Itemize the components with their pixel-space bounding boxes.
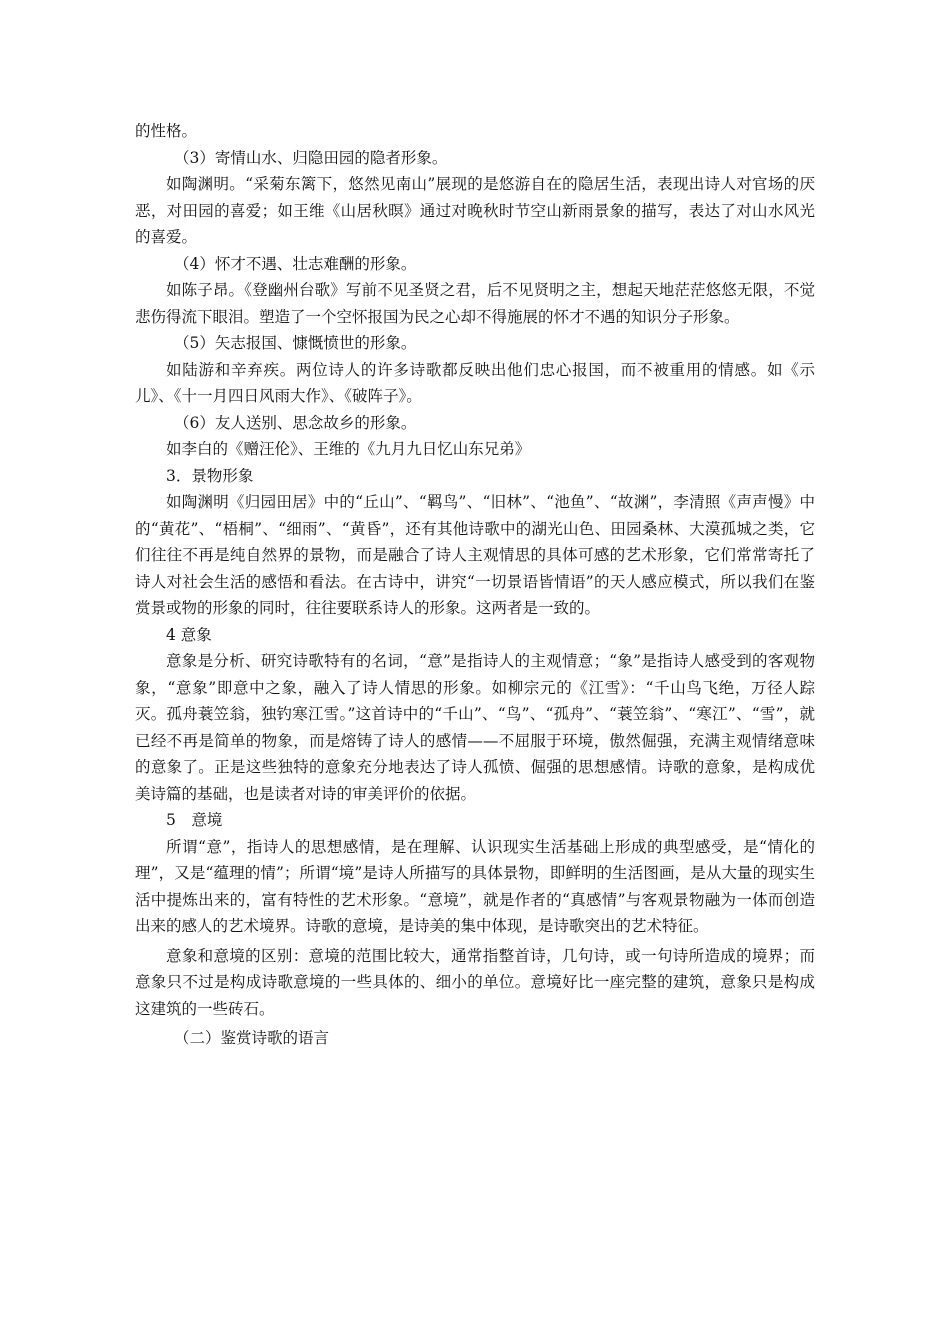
paragraph: 如陶渊明《归园田居》中的“丘山”、“羁鸟”、“旧林”、“池鱼”、“故渊”，李清照《声声慢》中的“黄花”、“梧桐”、“细雨”、“黄昏”，还有其他诗歌中的湖光山色、田园桑林、大漠孤城之类，它们往往不再是纯自然界的景物，而是融合了诗人主观情思的具体可感的艺术形象，它们常常寄托了诗人对社会生活的感悟和看法。在古诗中，讲究“一切景语皆情语”的天人感应模式，所以我们在鉴赏景或物的形象的同时，往往要联系诗人的形象。这两者是一致的。 [135, 493, 815, 617]
paragraph: 如陶渊明。“采菊东篱下，悠然见南山”展现的是悠游自在的隐居生活，表现出诗人对官场的厌恶，对田园的喜爱；如王维《山居秋暝》通过对晚秋时节空山新雨景象的描写，表达了对山水风光的喜爱。 [135, 175, 815, 246]
subheading: （4）怀才不遇、壮志难酬的形象。 [174, 254, 417, 273]
paragraph: 意象是分析、研究诗歌特有的名词，“意”是指诗人的主观情意；“象”是指诗人感受到的客观物象，“意象”即意中之象，融入了诗人情思的形象。如柳宗元的《江雪》：“千山鸟飞绝，万径人踪灭。孤舟蓑笠翁，独钓寒江雪。”这首诗中的“千山”、“鸟”、“孤舟”、“蓑笠翁”、“寒江”、“雪”，就已经不再是简单的物象，而是熔铸了诗人的感情——不屈服于环境，傲然倔强，充满主观情绪意味的意象了。正是这些独特的意象充分地表达了诗人孤愤、倔强的思想感情。诗歌的意象，是构成优美诗篇的基础，也是读者对诗的审美评价的依据。 [135, 652, 815, 803]
section-heading: 5 意境 [166, 811, 223, 829]
section-heading: 3．景物形象 [166, 466, 254, 485]
subheading: （3）寄情山水、归隐田园的隐者形象。 [174, 148, 448, 167]
paragraph: 意象和意境的区别：意境的范围比较大，通常指整首诗，几句诗，或一句诗所造成的境界；而意象只不过是构成诗歌意境的一些具体的、细小的单位。意境好比一座完整的建筑，意象只是构成这建筑的一些砖石。 [135, 946, 815, 1018]
section-heading: （二）鉴赏诗歌的语言 [174, 1029, 330, 1047]
document-body [135, 118, 815, 1052]
paragraph: 如李白的《赠汪伦》、王维的《九月九日忆山东兄弟》 [166, 440, 531, 458]
paragraph: 如陆游和辛弃疾。两位诗人的许多诗歌都反映出他们忠心报国，而不被重用的情感。如《示儿》、《十一月四日风雨大作》、《破阵子》。 [135, 360, 815, 405]
paragraph: 的性格。 [135, 122, 198, 140]
section-heading: 4 意象 [166, 625, 212, 644]
subheading: （6）友人送别、思念故乡的形象。 [174, 413, 417, 432]
subheading: （5）矢志报国、慷慨愤世的形象。 [174, 334, 417, 352]
paragraph: 如陈子昂。《登幽州台歌》写前不见圣贤之君，后不见贤明之主，想起天地茫茫悠悠无限，不觉悲伤得流下眼泪。塑造了一个空怀报国为民之心却不得施展的怀才不遇的知识分子形象。 [135, 281, 815, 326]
paragraph: 所谓“意”，指诗人的思想感情，是在理解、认识现实生活基础上形成的典型感受，是“情化的理”，又是“蕴理的情”；所谓“境”是诗人所描写的具体景物，即鲜明的生活图画，是从大量的现实生活中提炼出来的，富有特性的艺术形象。“意境”，就是作者的“真感情”与客观景物融为一体而创造出来的感人的艺术境界。诗歌的意境，是诗美的集中体现，是诗歌突出的艺术特征。 [135, 837, 815, 935]
